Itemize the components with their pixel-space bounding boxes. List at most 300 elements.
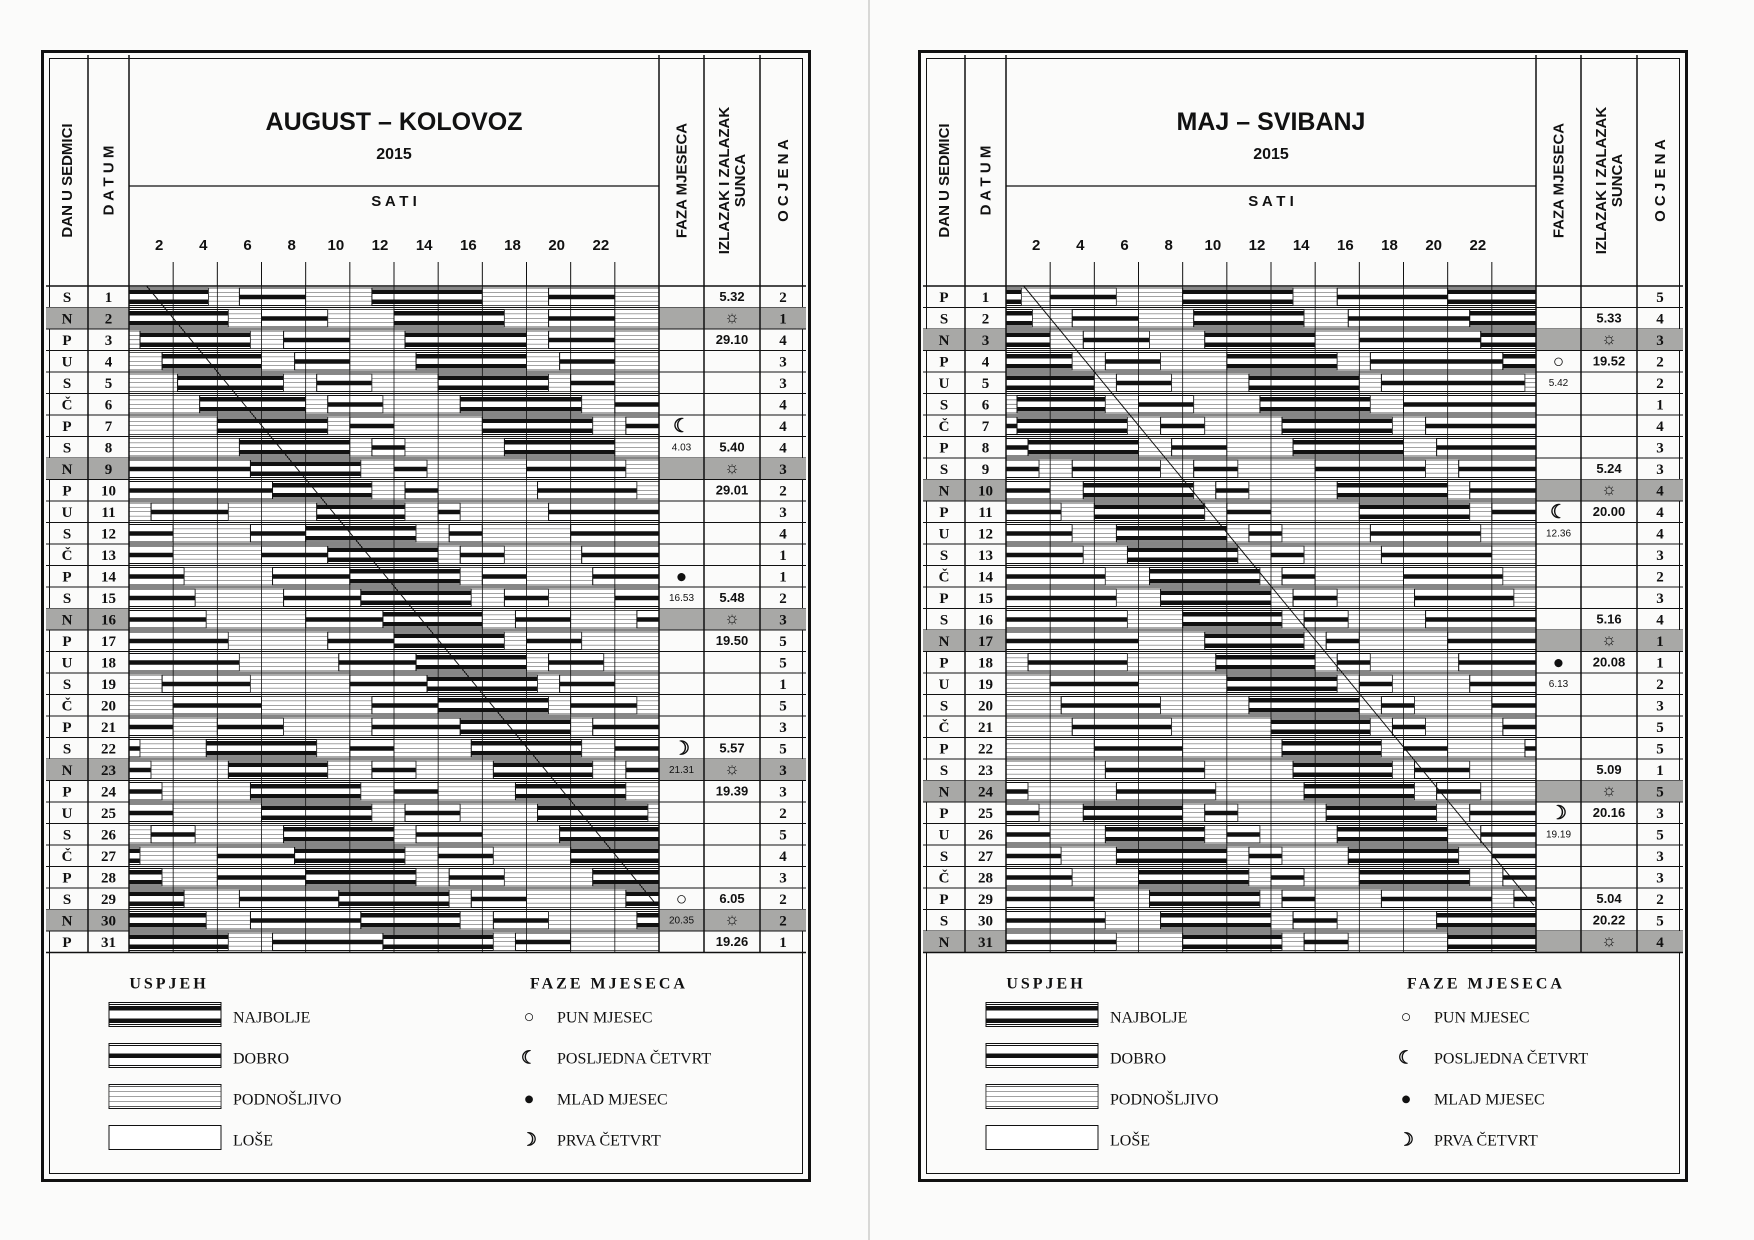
weekday-cell: P xyxy=(62,784,72,801)
date-cell: 9 xyxy=(981,462,990,478)
bar-dobro xyxy=(1205,804,1238,822)
rating-cell: 5 xyxy=(1656,720,1664,736)
rating-cell: 4 xyxy=(779,419,787,435)
sun-time-cell: 20.16 xyxy=(1592,805,1626,820)
bar-dobro xyxy=(1194,460,1238,478)
moon-phase-cell: 12.36 xyxy=(1545,528,1572,540)
date-cell: 20 xyxy=(978,698,993,715)
bar-podnosljivo xyxy=(1006,396,1017,414)
bar-podnosljivo xyxy=(1249,482,1337,500)
sun-time-cell: 19.50 xyxy=(715,633,749,648)
weekday-cell: P xyxy=(939,505,949,521)
bar-band xyxy=(1116,526,1226,531)
bar-band xyxy=(1161,601,1271,606)
rating-cell: 4 xyxy=(779,526,787,543)
bar-podnosljivo xyxy=(1404,439,1437,457)
weekday-cell: S xyxy=(62,892,72,908)
bar-band xyxy=(1105,827,1204,832)
moon-phase-label: MLAD MJESEC xyxy=(557,1091,668,1109)
sun-time-cell: 5.09 xyxy=(1596,762,1622,777)
rating-cell: 4 xyxy=(1656,311,1664,328)
bar-band xyxy=(1404,746,1448,751)
bar-band xyxy=(1183,935,1282,940)
bar-band xyxy=(1459,467,1536,472)
date-cell: 28 xyxy=(101,870,116,887)
date-cell: 31 xyxy=(101,935,116,951)
rating-cell: 3 xyxy=(779,505,787,521)
bar-najbolje xyxy=(1150,568,1260,586)
day-row xyxy=(923,910,1683,932)
sun-time-cell: 5.57 xyxy=(719,740,745,756)
bar-podnosljivo xyxy=(1006,761,1105,779)
bar-band xyxy=(1359,870,1469,875)
bar-dobro xyxy=(1404,396,1537,414)
bar-najbolje xyxy=(1006,331,1050,349)
weekday-cell: Č xyxy=(938,720,950,736)
bar-band xyxy=(1282,429,1392,434)
weekday-cell: Č xyxy=(61,698,73,715)
bar-podnosljivo xyxy=(1348,611,1425,629)
date-cell: 24 xyxy=(101,784,116,801)
date-cell: 19 xyxy=(978,677,993,693)
bar-band xyxy=(1205,343,1315,348)
rating-cell: 3 xyxy=(1656,698,1664,715)
sun-time-cell: 20.22 xyxy=(1592,912,1626,928)
bar-najbolje xyxy=(1006,353,1072,371)
weekday-header: DAN U SEDMICI xyxy=(59,123,76,238)
day-row xyxy=(923,888,1683,910)
day-row xyxy=(923,587,1683,609)
bar-band xyxy=(1293,440,1403,445)
bar-podnosljivo xyxy=(1337,353,1370,371)
date-cell: 2 xyxy=(104,311,113,328)
bar-podnosljivo xyxy=(1172,374,1249,392)
day-row xyxy=(923,673,1683,695)
moon-phase-cell: 19.19 xyxy=(1545,829,1572,841)
bar-band xyxy=(1139,880,1249,885)
sun-time-cell: 20.08 xyxy=(1592,654,1626,670)
bar-najbolje xyxy=(1105,826,1204,844)
bar-dobro xyxy=(1337,288,1447,306)
bar-dobro xyxy=(1381,546,1491,564)
day-row xyxy=(923,329,1683,351)
legend-swatch-frame xyxy=(986,1126,1098,1150)
rating-cell: 5 xyxy=(1656,827,1664,844)
bar-band xyxy=(1481,343,1536,348)
sun-time-cell: 5.24 xyxy=(1596,461,1622,476)
bar-podnosljivo xyxy=(1105,568,1149,586)
rating-cell: 4 xyxy=(779,440,787,457)
sun-header: IZLAZAK I ZALAZAK xyxy=(716,106,733,255)
bar-band xyxy=(1492,703,1536,708)
bar-band xyxy=(1006,364,1072,369)
weekday-cell: S xyxy=(939,849,949,865)
bar-band xyxy=(1006,354,1072,359)
bar-band xyxy=(1116,789,1215,794)
weekday-cell: Č xyxy=(938,870,950,887)
hour-tick-label: 2 xyxy=(154,237,164,254)
bar-band xyxy=(1271,875,1304,880)
bar-band xyxy=(1293,773,1392,778)
bar-podnosljivo xyxy=(986,1087,1098,1107)
bar-band xyxy=(1006,832,1050,837)
bar-najbolje xyxy=(1470,310,1536,328)
bar-band xyxy=(1337,295,1447,300)
rating-cell: 2 xyxy=(1656,892,1664,908)
weekday-cell: S xyxy=(939,548,949,564)
bar-band xyxy=(1337,837,1447,842)
bar-podnosljivo xyxy=(1525,374,1536,392)
bar-band xyxy=(1083,806,1182,811)
date-cell: 25 xyxy=(978,806,993,822)
bar-podnosljivo xyxy=(1006,697,1061,715)
year-label: 2015 xyxy=(376,146,412,163)
bar-najbolje xyxy=(1337,482,1447,500)
rating-cell: 3 xyxy=(1656,548,1664,564)
bar-band xyxy=(1161,913,1271,918)
moon-phase-label: PUN MJESEC xyxy=(557,1009,653,1027)
bar-dobro xyxy=(1437,439,1536,457)
hour-tick-label: 4 xyxy=(199,237,208,254)
month-title: MAJ – SVIBANJ xyxy=(1176,108,1366,136)
rating-cell: 3 xyxy=(779,612,787,629)
bar-dobro xyxy=(1370,525,1480,543)
date-cell: 16 xyxy=(101,612,116,629)
sun-time-cell: 20.00 xyxy=(1592,504,1626,519)
rating-header: O C J E N A xyxy=(775,139,792,222)
sun-header-2: SUNCA xyxy=(1609,153,1626,208)
bar-band xyxy=(1282,897,1315,902)
moon-phase-symbol: ○ xyxy=(1400,1006,1412,1027)
bar-dobro xyxy=(1370,353,1503,371)
bar-dobro xyxy=(1348,310,1469,328)
bar-band xyxy=(986,1019,1098,1024)
bar-podnosljivo xyxy=(1370,654,1458,672)
moon-phase-cell: ● xyxy=(1552,652,1565,674)
rating-cell: 2 xyxy=(1656,569,1664,586)
bar-band xyxy=(1072,467,1160,472)
bar-band xyxy=(1006,596,1116,601)
bar-band xyxy=(1326,639,1359,644)
moon-phase-cell: 4.03 xyxy=(671,442,692,454)
bar-dobro xyxy=(1503,718,1536,736)
bar-band xyxy=(1006,488,1050,493)
rating-cell: 3 xyxy=(1656,870,1664,887)
date-cell: 3 xyxy=(981,333,990,349)
hour-tick-label: 6 xyxy=(1120,237,1129,254)
bar-band xyxy=(1359,682,1392,687)
moon-phase-cell: 6.13 xyxy=(1548,679,1569,690)
weekday-cell: U xyxy=(61,806,73,822)
legend-label: LOŠE xyxy=(233,1132,273,1150)
weekday-cell: Č xyxy=(938,419,950,435)
rating-cell: 1 xyxy=(1656,634,1664,650)
weekday-cell: U xyxy=(61,655,73,672)
hour-tick-label: 8 xyxy=(1164,237,1173,254)
bar-band xyxy=(1017,407,1105,412)
bar-podnosljivo xyxy=(1282,525,1370,543)
bar-band xyxy=(1183,300,1293,305)
bar-podnosljivo xyxy=(1072,353,1105,371)
bar-podnosljivo xyxy=(1470,761,1536,779)
bar-dobro xyxy=(1282,890,1315,908)
bar-dobro xyxy=(1006,503,1061,521)
bar-dobro xyxy=(1006,847,1061,865)
bar-band xyxy=(1006,918,1105,923)
bar-dobro xyxy=(1028,654,1127,672)
rating-cell: 1 xyxy=(779,548,787,564)
bar-najbolje xyxy=(1359,503,1469,521)
bar-podnosljivo xyxy=(1381,740,1403,758)
date-cell: 18 xyxy=(101,655,116,672)
weekday-cell: S xyxy=(939,612,949,629)
bar-dobro xyxy=(1249,525,1282,543)
bar-podnosljivo xyxy=(1006,675,1050,693)
bar-band xyxy=(1006,424,1017,429)
bar-podnosljivo xyxy=(1315,331,1359,349)
bar-dobro xyxy=(1392,718,1425,736)
weekday-cell: Č xyxy=(61,548,73,564)
bar-najbolje xyxy=(1161,912,1271,930)
sun-time-cell: ☼ xyxy=(1601,479,1617,499)
day-row xyxy=(923,501,1683,523)
bar-podnosljivo xyxy=(1061,503,1094,521)
bar-dobro xyxy=(1006,826,1050,844)
bar-podnosljivo xyxy=(1205,826,1227,844)
rating-cell: 3 xyxy=(1656,462,1664,478)
sun-time-cell: ☼ xyxy=(1601,630,1617,649)
bar-dobro xyxy=(1503,869,1536,887)
bar-dobro xyxy=(1006,417,1017,435)
bar-band xyxy=(1017,397,1105,402)
rating-cell: 3 xyxy=(779,462,787,478)
weekday-cell: U xyxy=(938,827,950,844)
bar-band xyxy=(1150,902,1260,907)
bar-najbolje xyxy=(1017,417,1127,435)
weekday-cell: Č xyxy=(61,849,73,865)
bar-band xyxy=(1470,488,1536,493)
bar-band xyxy=(1205,634,1304,639)
bar-najbolje xyxy=(1293,761,1392,779)
bar-band xyxy=(1271,720,1370,725)
bar-band xyxy=(1404,574,1503,579)
hours-header: S A T I xyxy=(371,193,417,210)
rating-cell: 1 xyxy=(1656,655,1664,672)
bar-podnosljivo xyxy=(1392,675,1469,693)
date-cell: 14 xyxy=(978,569,993,586)
moon-phase-symbol: ☽ xyxy=(520,1129,538,1150)
bar-band xyxy=(1006,617,1127,622)
bar-dobro xyxy=(1105,761,1204,779)
bar-band xyxy=(1415,596,1514,601)
bar-dobro xyxy=(1459,460,1536,478)
date-header: D A T U M xyxy=(100,145,118,216)
bar-band xyxy=(1293,763,1392,768)
moon-phase-cell: 21.31 xyxy=(668,765,695,776)
rating-cell: 2 xyxy=(779,290,787,306)
weekday-cell: N xyxy=(938,483,950,500)
bar-podnosljivo xyxy=(1227,439,1293,457)
bar-najbolje xyxy=(1183,288,1293,306)
bar-dobro xyxy=(1072,460,1160,478)
bar-band xyxy=(1503,364,1536,369)
legend-label: LOŠE xyxy=(1110,1132,1150,1150)
bar-band xyxy=(1249,376,1359,381)
weekday-cell: S xyxy=(939,763,949,779)
rating-cell: 4 xyxy=(779,397,787,414)
date-cell: 31 xyxy=(978,935,993,951)
bar-podnosljivo xyxy=(1127,654,1215,672)
legend-phases-title: FAZE MJESECA xyxy=(530,975,688,993)
date-cell: 7 xyxy=(981,419,990,435)
bar-band xyxy=(1470,311,1536,316)
bar-dobro xyxy=(1006,912,1105,930)
date-cell: 26 xyxy=(978,827,993,844)
bar-podnosljivo xyxy=(1492,546,1536,564)
bar-band xyxy=(1381,553,1491,558)
day-row xyxy=(923,415,1683,437)
bar-podnosljivo xyxy=(1116,933,1182,951)
rating-cell: 5 xyxy=(779,741,787,758)
bar-band xyxy=(1050,295,1116,300)
date-cell: 21 xyxy=(978,720,993,736)
day-row xyxy=(923,802,1683,824)
bar-band xyxy=(1172,445,1227,450)
weekday-cell: S xyxy=(62,677,72,693)
bar-band xyxy=(1426,424,1536,429)
bar-dobro xyxy=(1227,503,1271,521)
weekday-cell: N xyxy=(61,763,73,779)
bar-band xyxy=(1072,316,1138,321)
bar-band xyxy=(1249,698,1359,703)
bar-podnosljivo xyxy=(1039,804,1083,822)
day-row xyxy=(923,824,1683,846)
bar-band xyxy=(1205,333,1315,338)
sun-time-cell: 5.16 xyxy=(1596,611,1622,627)
bar-podnosljivo xyxy=(1172,718,1271,736)
bar-najbolje xyxy=(1116,847,1226,865)
bar-podnosljivo xyxy=(1315,890,1381,908)
weekday-cell: P xyxy=(62,634,72,650)
moon-phase-label: PRVA ČETVRT xyxy=(557,1132,661,1150)
bar-dobro xyxy=(1470,482,1536,500)
moon-phase-cell: ● xyxy=(675,566,688,588)
bar-podnosljivo xyxy=(1127,611,1182,629)
bar-podnosljivo xyxy=(1459,847,1492,865)
bar-podnosljivo xyxy=(1139,439,1172,457)
rating-header: O C J E N A xyxy=(1652,139,1669,222)
bar-band xyxy=(1194,311,1304,316)
bar-najbolje xyxy=(1227,675,1337,693)
bar-band xyxy=(1006,321,1033,326)
date-cell: 2 xyxy=(981,311,990,328)
bar-band xyxy=(1359,515,1469,520)
date-cell: 20 xyxy=(101,698,116,715)
day-row xyxy=(923,544,1683,566)
bar-band xyxy=(1227,677,1337,682)
bar-podnosljivo xyxy=(1050,482,1083,500)
bar-najbolje xyxy=(1183,933,1282,951)
bar-band xyxy=(1194,321,1304,326)
bar-dobro xyxy=(1006,568,1105,586)
bar-band xyxy=(1006,510,1061,515)
bar-dobro xyxy=(1381,697,1414,715)
bar-dobro xyxy=(1525,740,1536,758)
weekday-cell: S xyxy=(62,741,72,758)
bar-band xyxy=(1006,445,1028,450)
weekday-cell: S xyxy=(62,526,72,543)
bar-dobro xyxy=(986,1046,1098,1066)
bar-band xyxy=(1304,940,1348,945)
bar-podnosljivo xyxy=(1183,740,1282,758)
bar-podnosljivo xyxy=(1238,804,1326,822)
date-cell: 5 xyxy=(981,376,990,392)
bar-dobro xyxy=(1006,589,1116,607)
weekday-cell: Č xyxy=(938,569,950,586)
bar-podnosljivo xyxy=(1094,890,1149,908)
bar-podnosljivo xyxy=(1105,396,1138,414)
rating-cell: 5 xyxy=(779,827,787,844)
bar-podnosljivo xyxy=(1021,288,1050,306)
bar-band xyxy=(1028,440,1138,445)
moon-phase-label: PRVA ČETVRT xyxy=(1434,1132,1538,1150)
bar-band xyxy=(1337,660,1370,665)
date-cell: 3 xyxy=(104,333,113,349)
bar-podnosljivo xyxy=(1337,912,1436,930)
bar-najbolje xyxy=(1139,869,1249,887)
bar-band xyxy=(1094,515,1204,520)
bar-dobro xyxy=(1381,374,1525,392)
moon-phase-cell: ☾ xyxy=(672,416,691,437)
legend-success-title: USPJEH xyxy=(129,975,209,993)
weekday-cell: S xyxy=(62,591,72,607)
bar-band xyxy=(1017,429,1127,434)
weekday-cell: S xyxy=(62,376,72,392)
date-cell: 29 xyxy=(978,892,993,908)
rating-cell: 5 xyxy=(779,634,787,650)
date-cell: 22 xyxy=(101,741,116,758)
moon-phase-header: FAZA MJESECA xyxy=(1550,122,1568,239)
rating-cell: 2 xyxy=(779,892,787,908)
bar-band xyxy=(1271,730,1370,735)
weekday-cell: P xyxy=(939,892,949,908)
weekday-cell: N xyxy=(61,462,73,478)
bar-band xyxy=(1249,854,1282,859)
rating-cell: 2 xyxy=(1656,677,1664,693)
sun-time-cell: 6.05 xyxy=(719,891,745,906)
bar-najbolje xyxy=(1028,439,1138,457)
weekday-cell: N xyxy=(938,333,950,349)
bar-dobro xyxy=(1006,482,1050,500)
bar-band xyxy=(1293,450,1403,455)
hour-tick-label: 14 xyxy=(1292,237,1310,254)
bar-band xyxy=(1028,450,1138,455)
rating-cell: 5 xyxy=(779,698,787,715)
bar-podnosljivo xyxy=(1116,288,1182,306)
date-cell: 4 xyxy=(104,354,113,371)
bar-band xyxy=(1017,419,1127,424)
hour-tick-label: 12 xyxy=(1248,237,1266,254)
bar-dobro xyxy=(1116,783,1215,801)
bar-band xyxy=(1282,751,1381,756)
day-row xyxy=(923,566,1683,588)
date-cell: 17 xyxy=(978,634,993,650)
date-cell: 24 xyxy=(978,784,993,801)
weekday-cell: P xyxy=(939,440,949,457)
date-cell: 22 xyxy=(978,741,993,758)
weekday-cell: P xyxy=(62,935,72,951)
bar-band xyxy=(1006,531,1072,536)
